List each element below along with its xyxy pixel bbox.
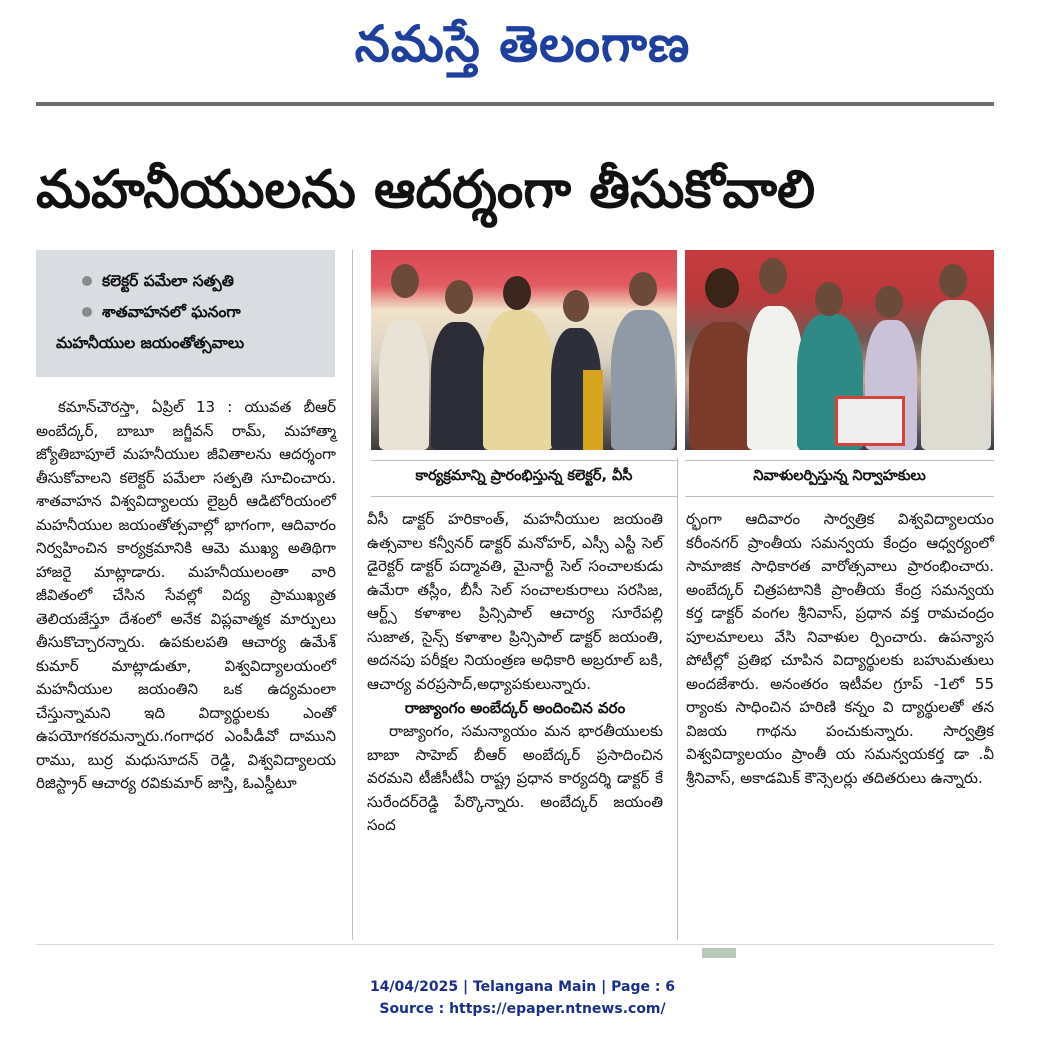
body-paragraph: కమాన్‌చౌరస్తా, ఏప్రిల్ 13 : యువత బీఆర్ అంబేద్కర్, బాబూ జగ్జీవన్ రామ్, మహాత్మా జ్యోతిబాపూలే మహనీయుల జీవితాలను ఆదర్శంగా తీసుకోవాలని కలెక్టర్ పమేలా సత్పతి సూచించారు. శాతవాహన విశ్వవిద్యాలయ లైబ్రరీ ఆడిటోరియంలో మహనీయుల జయంతోత్సవాల్లో భాగంగా, ఆదివారం నిర్వహించిన కార్యక్రమానికి ఆమె ముఖ్య అతిథిగా హాజరై మాట్లాడారు. మహనీయులంతా వారి జీవితంలో చేసిన సేవల్లో విద్య ప్రాముఖ్యత తెలియజేస్తూ దేశంలో అనేక విప్లవాత్మక మార్పులు తీసుకొచ్చారన్నారు. ఉపకులపతి ఆచార్య ఉమేశ్ కుమార్ మాట్లాడుతూ, విశ్వవిద్యాలయంలో మహనీయుల జయంతిని ఒక ఉద్యమంలా చేస్తున్నామని ఇది విద్యార్థులకు ఎంతో ఉపయోగకరమన్నారు.గంగాధర ఎంపీడీవో దాముని రాము, బుర్ర మధుసూదన్ రెడ్డి, విశ్వవిద్యాలయ రిజిస్ట్రార్ ఆచార్య రవికుమార్ జాస్తి, ఓఎస్డీటూ — [36, 398, 336, 792]
page-bottom-divider — [36, 944, 994, 945]
column-divider — [677, 458, 678, 940]
event-photo-tribute — [685, 250, 994, 450]
highlight-item: కలెక్టర్ పమేలా సత్పతి — [56, 266, 325, 297]
section-subheading: రాజ్యాంగం అంబేద్కర్ అందించిన వరం — [404, 699, 626, 717]
bullet-icon — [82, 276, 92, 286]
masthead-divider — [36, 102, 994, 106]
caption-divider — [685, 496, 994, 497]
caption-divider — [685, 460, 994, 461]
highlights-box — [36, 250, 335, 377]
masthead-title: నమస్తే తెలంగాణ — [354, 15, 691, 73]
highlight-item: శాతవాహనలో ఘనంగా — [56, 297, 325, 328]
article-column-2 — [367, 508, 663, 838]
article-column-1 — [36, 396, 336, 796]
bullet-icon — [82, 307, 92, 317]
article-column-3 — [686, 508, 994, 790]
footer-source: Source : https://epaper.ntnews.com/ — [379, 1001, 666, 1017]
photo-caption: నివాళులర్పిస్తున్న నిర్వాహకులు — [753, 468, 926, 484]
body-paragraph: ర్భంగా ఆదివారం సార్వత్రిక విశ్వవిద్యాలయం కరీంనగర్ ప్రాంతీయ సమన్వయ కేంద్రం ఆధ్వర్యంలో సామాజిక సాధికారత వారోత్సవాలు ప్రారంభించారు. అంబేద్కర్ చిత్రపటానికి ప్రాంతీయ కేంద్ర సమన్వయ కర్త డాక్టర్ వంగల శ్రీనివాస్, ప్రధాన వక్త రామచంద్రం పూలమాలలు వేసి నివాళుల ర్పించారు. ఉపన్యాస పోటీల్లో ప్రతిభ చూపిన విద్యార్థులకు బహుమతులు అందజేశారు. అనంతరం ఇటీవల గ్రూప్ -1లో 55 ర్యాంకు సాధించిన హరిణి కన్నం వి ద్యార్థులతో తన విజయ గాథను పంచుకున్నారు. సార్వత్రిక విశ్వవిద్యాలయం ప్రాంతీ య సమన్వయకర్త డా .వీ శ్రీనివాస్, అకాడమిక్ కౌన్సెలర్లు తదితరులు ఉన్నారు. — [686, 510, 994, 787]
footer-edition-info: 14/04/2025 | Telangana Main | Page : 6 — [369, 979, 676, 995]
event-photo-inauguration — [371, 250, 677, 450]
body-paragraph: వీసీ డాక్టర్ హరికాంత్, మహనీయుల జయంతి ఉత్సవాల కన్వీనర్ డాక్టర్ మనోహర్, ఎస్సీ ఎస్టీ సెల్ డైరెక్టర్ డాక్టర్ పద్మావతి, మైనార్టీ సెల్ సంచాలకుడు ఉమేరా తస్లీం, బీసీ సెల్ సంచాలకురాలు సరసిజ, ఆర్ట్స్ కళాశాల ప్రిన్సిపాల్ ఆచార్య సూరేపల్లి సుజాత, సైన్స్ కళాశాల ప్రిన్సిపాల్ డాక్టర్ జయంతి, అదనపు పరీక్షల నియంత్రణ అధికారి అబ్రరూల్ బకి, ఆచార్య వరప్రసాద్,అధ్యాపకులున్నారు. — [367, 510, 663, 693]
photo-caption: కార్యక్రమాన్ని ప్రారంభిస్తున్న కలెక్టర్, వీసీ — [415, 468, 633, 484]
body-paragraph: రాజ్యాంగం, సమన్యాయం మన భారతీయులకు బాబా సాహెబ్ బీఆర్ అంబేద్కర్ ప్రసాదించిన వరమని టీజీసీటీఏ రాష్ట్ర ప్రధాన కార్యదర్శి డాక్టర్ కే సురేందర్‌రెడ్డి పేర్కొన్నారు. అంబేద్కర్ జయంతి సంద — [367, 722, 663, 834]
caption-divider — [371, 460, 677, 461]
caption-divider — [371, 496, 677, 497]
column-divider — [352, 250, 353, 940]
article-headline: మహనీయులను ఆదర్శంగా తీసుకోవాలి — [36, 160, 816, 220]
next-article-thumbnail — [702, 948, 736, 958]
highlight-item: మహనీయుల జయంతోత్సవాలు — [56, 334, 245, 352]
